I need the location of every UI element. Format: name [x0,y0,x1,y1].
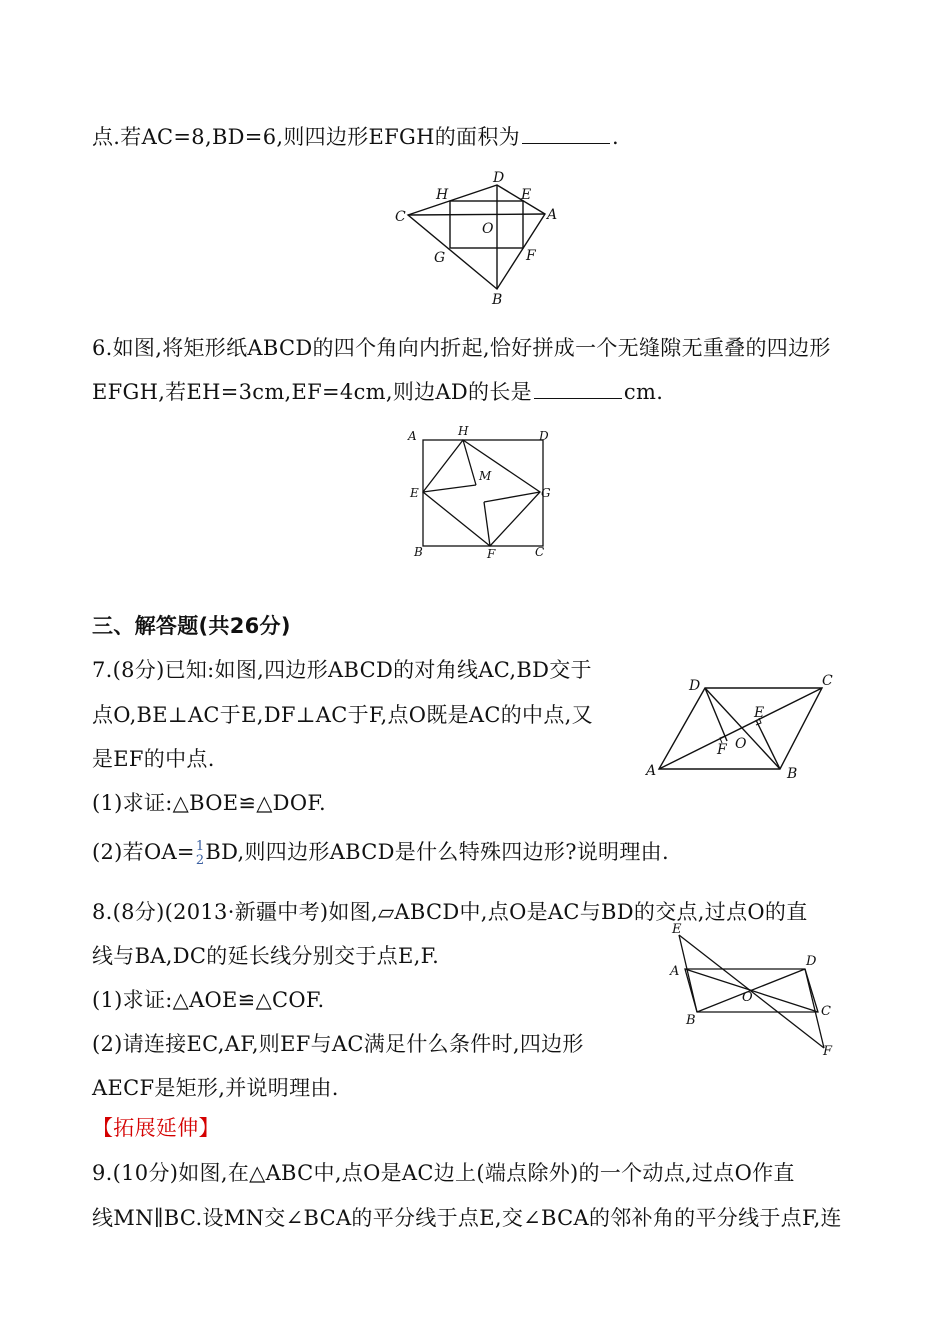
q6-label-g: G [541,486,551,500]
q8-label-o: O [742,990,753,1005]
q5-label-a: A [547,207,558,223]
q8-part2-cont: AECF是矩形,并说明理由. [92,1076,339,1100]
q5-text [92,123,619,151]
q5-figure [380,160,580,310]
q5-label-c: C [395,209,406,225]
q5-text-pre: 点.若AC=8,BD=6,则四边形EFGH的面积为 [92,125,520,149]
q8-label-b: B [686,1013,696,1028]
q9-line2: 线MN∥BC.设MN交∠BCA的平分线于点E,交∠BCA的邻补角的平分线于点F,连 [92,1206,842,1230]
q7-perpendicular-be [756,720,780,769]
q6-label-a: A [408,429,417,443]
q7-label-b: B [787,766,798,782]
q7-diagonal-ac [659,688,822,769]
q7-line3: 是EF的中点. [92,747,215,771]
q6-line1: 6.如图,将矩形纸ABCD的四个角向内折起,恰好拼成一个无缝隙无重叠的四边形 [92,336,831,360]
q7-line1: 7.(8分)已知:如图,四边形ABCD的对角线AC,BD交于 [92,658,592,682]
q7-perpendicular-df [705,688,727,741]
section3-heading: 三、解答题(共26分) [92,614,291,638]
q8-label-c: C [821,1004,831,1019]
q5-label-h: H [436,187,449,203]
q8-figure [662,920,847,1060]
q8-part1: (1)求证:△AOE≌△COF. [92,988,325,1012]
q7-frac-numerator: 1 [195,838,205,854]
q6-quadrilateral-efgh [423,440,540,546]
q6-label-m: M [479,469,492,483]
q5-label-d: D [493,170,505,186]
q7-part2-post: BD,则四边形ABCD是什么特殊四边形?说明理由. [205,840,669,864]
q5-label-f: F [526,248,536,264]
q7-label-d: D [689,678,701,694]
q7-part2-pre: (2)若OA= [92,840,195,864]
extension-heading: 【拓展延伸】 [92,1116,220,1140]
q8-label-d: D [806,954,817,969]
q7-figure [640,670,840,785]
q5-diagonal-ac [408,214,545,215]
q6-line2-post: cm. [623,380,664,404]
q5-label-g: G [434,250,446,266]
q7-part1: (1)求证:△BOE≌△DOF. [92,791,326,815]
q7-label-f: F [717,742,727,758]
q5-label-o: O [482,221,494,237]
q9-line1: 9.(10分)如图,在△ABC中,点O是AC边上(端点除外)的一个动点,过点O作直 [92,1161,795,1185]
q5-text-post: . [611,125,619,149]
q7-fraction-half [196,840,205,868]
q7-label-o: O [735,736,747,752]
q8-label-f: F [823,1044,833,1059]
q7-frac-denominator: 2 [195,852,205,868]
q5-label-e: E [521,187,532,203]
q6-label-h: H [458,424,469,438]
q7-label-e: E [754,705,765,721]
q6-label-c: C [535,545,545,559]
q6-fold-em [423,485,476,492]
q5-answer-blank[interactable] [522,123,610,144]
q8-line2: 线与BA,DC的延长线分别交于点E,F. [92,944,440,968]
q6-rectangle-abcd [423,440,543,546]
q5-label-b: B [492,292,503,308]
q7-label-a: A [646,763,657,779]
q7-label-c: C [822,673,833,689]
q6-line2-pre: EFGH,若EH=3cm,EF=4cm,则边AD的长是 [92,380,532,404]
q6-line2 [92,378,663,406]
q8-line1: 8.(8分)(2013·新疆中考)如图,▱ABCD中,点O是AC与BD的交点,过点O的直 [92,900,808,924]
q6-label-d: D [539,429,549,443]
q6-answer-blank[interactable] [534,378,622,399]
q7-part2 [92,838,669,868]
q6-label-e: E [410,486,419,500]
q8-label-e: E [672,922,682,937]
q6-label-f: F [487,547,496,561]
q6-fold-f [484,502,490,546]
q8-label-a: A [670,964,680,979]
q8-part2: (2)请连接EC,AF,则EF与AC满足什么条件时,四边形 [92,1032,584,1056]
q7-line2: 点O,BE⊥AC于E,DF⊥AC于F,点O既是AC的中点,又 [92,703,593,727]
q6-figure [400,420,560,565]
q6-label-b: B [414,545,423,559]
